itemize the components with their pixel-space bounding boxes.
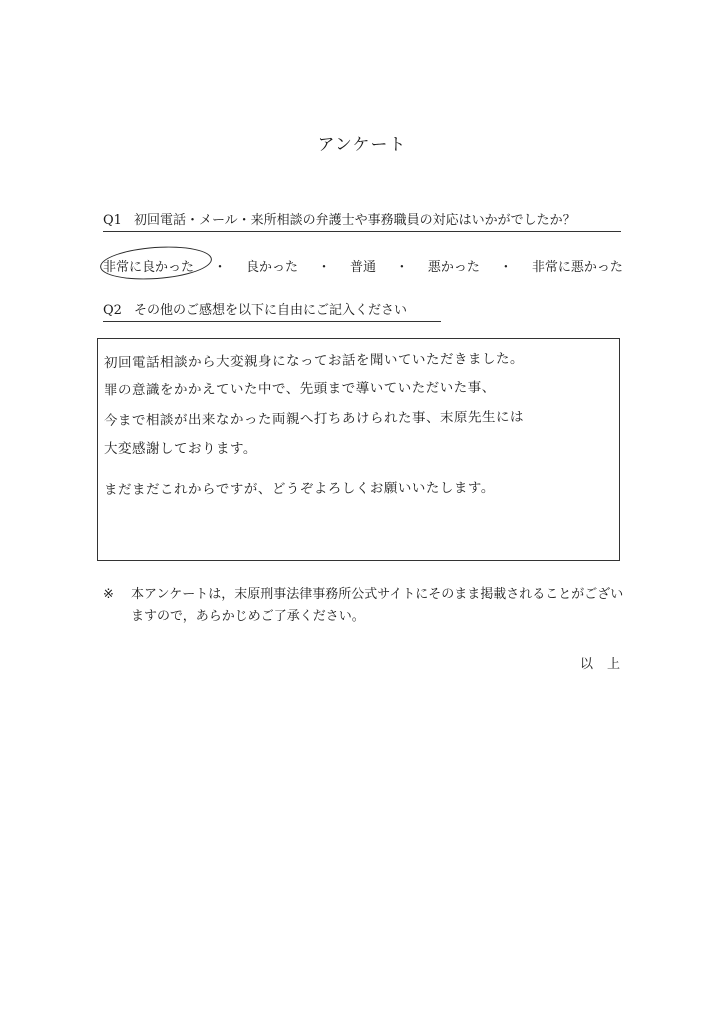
question-1-number: Q1 <box>103 213 122 228</box>
handwritten-line: 初回電話相談から大変親身になってお話を聞いていただきました。 <box>103 350 525 372</box>
option-separator: ・ <box>499 260 513 275</box>
question-1 <box>103 209 621 232</box>
question-2-number: Q2 <box>103 303 122 318</box>
note-mark: ※ <box>103 587 114 602</box>
option-good[interactable]: 良かった <box>245 260 298 275</box>
option-normal[interactable]: 普通 <box>349 260 376 275</box>
disclaimer-note <box>103 584 628 628</box>
handwritten-line: 今まで相談が出来なかった両親へ打ちあけられた事、末原先生には <box>103 409 525 429</box>
free-comment-box[interactable] <box>97 338 620 561</box>
page-title: アンケート <box>317 135 407 155</box>
question-1-text: 初回電話・メール・来所相談の弁護士や事務職員の対応はいかがでしたか？ <box>133 213 576 228</box>
option-separator: ・ <box>395 260 409 275</box>
option-very-good[interactable] <box>103 256 194 275</box>
closing-mark: 以上 <box>580 657 635 672</box>
handwritten-line: 大変感謝しております。 <box>104 441 257 457</box>
question-2-text: その他のご感想を以下に自由にご記入ください <box>133 303 407 318</box>
handwritten-line: 罪の意識をかかえていた中で、先頭まで導いていただいた事、 <box>103 379 496 399</box>
question-2 <box>103 299 441 322</box>
option-bad[interactable]: 悪かった <box>427 260 480 275</box>
option-very-bad[interactable]: 非常に悪かった <box>531 260 623 275</box>
option-very-good-label: 非常に良かった <box>103 260 195 275</box>
handwritten-line: まだまだこれからですが、どうぞよろしくお願いいたします。 <box>103 479 495 499</box>
note-text: 本アンケートは，末原刑事法律事務所公式サイトにそのまま掲載されることがございますので，あらかじめご了承ください。 <box>131 587 624 624</box>
rating-options <box>103 256 623 275</box>
option-separator: ・ <box>213 260 227 275</box>
option-separator: ・ <box>317 260 331 275</box>
